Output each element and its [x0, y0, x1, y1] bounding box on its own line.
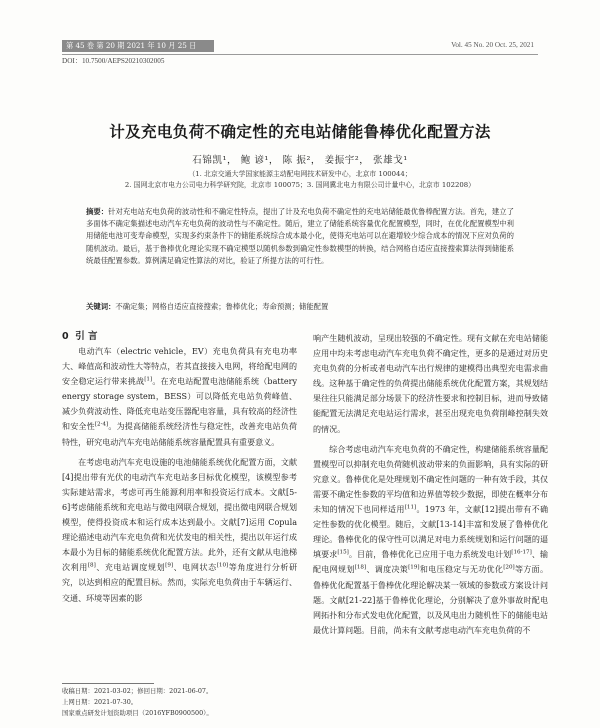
body-column-left: [62, 330, 297, 606]
citation[interactable]: [1]: [144, 376, 153, 383]
paragraph: 在考虑电动汽车充电设施的电池储能系统优化配置方面，文献[4]提出带有光伏的电动汽车充电站多目标优化模型，该模型参考实际建站需求，考虑可再生能源利用率和投资运行成本。文献[5-6]考虑储能系统和充电站与微电网联合规划，提出微电网联合规划模型，使得投资成本和运行成本达到最小。文献[7]运用 Copula 理论描述电动汽车充电负荷和光伏发电的相关性，提出以年运行成本最小为目标的储能系统优化配置方法。此外，还有文献从电池梯次利用[8]、充电站调度规划[9]、电网状态[10]等角度进行分析研究，以达到相应的配置目标。然而，实际充电负荷由于车辆运行、交通、环境等因素的影: [62, 457, 298, 603]
paragraph: 综合考虑电动汽车充电负荷的不确定性，构建储能系统容量配置模型可以抑制充电负荷随机波动带来的负面影响，具有实际的研究意义。鲁棒优化是处理规划不确定性问题的一种有效手段，其仅需要不确定性参数的平均值和边界值等较少数据，即使在概率分布未知的情况下也同样适用[11]。1973 年，文献[12]提出带有不确定性参数的优化模型。随后，文献[13-14]丰富和发展了鲁棒优化理论。鲁棒优化的保守性可以满足对电力系统规划和运行问题的逼填要求[15]。目前，鲁棒优化已应用于电力系统发电计划[16-17]、输配电网规划[18]、调度决策[19]和电压稳定与无功优化[20]等方面。鲁棒优化配置基于鲁棒优化理论解决某一领域的参数或方案设计问题。文献[21-22]基于鲁棒优化理论，分别解决了意外事故时配电网拓扑和分布式发电优化配置，以及风电出力随机性下的储能电站最优计算问题。目前，尚未有文献考虑电动汽车充电负荷的不: [313, 444, 549, 635]
section-number: 0: [62, 331, 69, 342]
footnote-funding: 国家重点研发计划资助项目（2016YFB0900500）。: [62, 709, 213, 717]
footnote-rule: [62, 683, 154, 684]
citation[interactable]: [16-17]: [511, 549, 532, 556]
citation[interactable]: [15]: [337, 549, 349, 556]
footnote-online: 上网日期：2021-07-30。: [62, 698, 138, 706]
affiliation-line-1: （1. 北京交通大学国家能源主动配电网技术研发中心，北京市 100044；: [188, 170, 412, 178]
keywords-text: 不确定集；网格自适应直接搜索；鲁棒优化；寿命预测；储能配置: [115, 302, 329, 311]
citation[interactable]: [8]: [87, 562, 96, 569]
abstract: [86, 206, 514, 267]
abstract-label: 摘要：: [86, 207, 109, 216]
citation[interactable]: [11]: [404, 504, 417, 511]
journal-volume-label: Vol. 45 No. 20 Oct. 25, 2021: [451, 41, 534, 49]
body-column-right: [313, 331, 548, 638]
author-list: 石锦凯¹， 鲍 谚¹， 陈 振²， 姜振宇²， 张雄戈¹: [192, 155, 408, 166]
paragraph: 响产生随机波动，呈现出较强的不确定性。现有文献在充电站储能应用中均未考虑电动汽车充电负荷不确定性，更多的是通过对历史充电负荷的分析或者电动汽车出行规律的建模得出典型充电需求曲线。这种基于确定性的负荷提出储能系统优化配置方案，其规划结果往往只能满足部分场景下的经济性要求和控制目标，进而导致储能配置无法满足充电站运行需求，甚至出现充电负荷削峰控制失效的情况。: [313, 334, 548, 434]
keywords: [86, 301, 514, 313]
journal-issue-label: 第 45 卷 第 20 期 2021 年 10 月 25 日: [62, 40, 214, 52]
keywords-label: 关键词：: [86, 302, 116, 311]
section-title: 引 言: [75, 331, 98, 342]
affiliation-line-2: 2. 国网北京市电力公司电力科学研究院，北京市 100075；3. 国网冀北电力有限公司计量中心，北京市 102208）: [124, 181, 476, 189]
paragraph: 电动汽车（electric vehicle，EV）充电负荷具有充电功率大、峰值高和波动性大等特点，若其直接接入电网，将给配电网的安全稳定运行带来挑战[1]。在充电站配置电池储能系统（battery energy storage system，BESS）可以降低充电站负荷峰值、减少负荷波动性、降低充电站变压器配电容量，具有较高的经济性和安全性[2-4]。为提高储能系统经济性与稳定性，改善充电站负荷特性，研究电动汽车充电站储能系统容量配置具有重要意义。: [62, 347, 298, 447]
section-heading: [62, 330, 297, 344]
doi-label[interactable]: DOI：10.7500/AEPS20210302005: [62, 57, 165, 65]
header-rule: [62, 54, 538, 55]
citation[interactable]: [20]: [503, 564, 515, 571]
footnote: [62, 686, 302, 719]
citation[interactable]: [10]: [216, 562, 229, 569]
citation[interactable]: [19]: [408, 564, 420, 571]
footnote-received: 收稿日期：2021-03-02；修回日期：2021-06-07。: [62, 687, 213, 695]
paper-title: 计及充电负荷不确定性的充电站储能鲁棒优化配置方法: [109, 123, 491, 141]
citation[interactable]: [2-4]: [94, 421, 109, 428]
citation[interactable]: [18]: [354, 564, 367, 571]
abstract-text: 针对充电站充电负荷的波动性和不确定性特点，提出了计及充电负荷不确定性的充电站储能最优鲁棒配置方法。首先，建立了多面体不确定集描述电动汽车充电负荷的波动性与不确定性。随后，建立了储能系统容量优化配置模型，同时，在优化配置模型中利用储能电池可变寿命模型，实现多约束条件下的储能系统综合成本最小化，使得充电站可以在避增较少综合成本的情况下应对负荷的随机波动。最后，基于鲁棒优化理论实现不确定模型以随机参数到确定性参数模型的转换，结合网格自适应直接搜索算法得到储能系统最佳配置参数。算例满足确定性算法的对比，验证了所提方法的可行性。: [86, 207, 514, 265]
citation[interactable]: [9]: [165, 562, 174, 569]
